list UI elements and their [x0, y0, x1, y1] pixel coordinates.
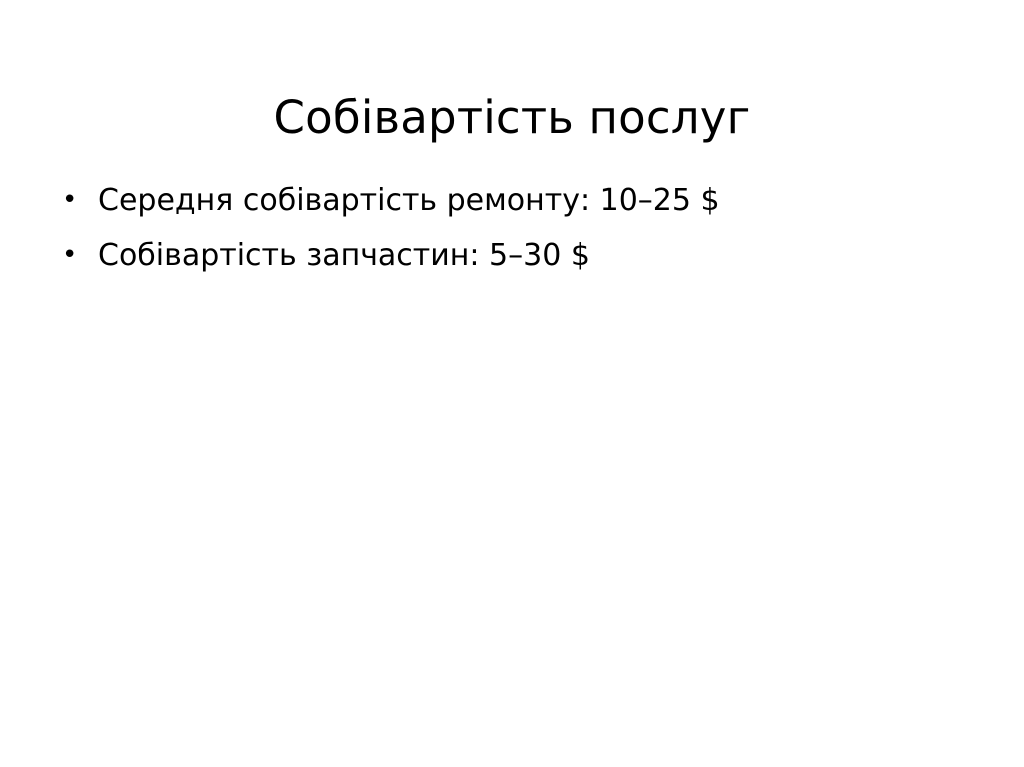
- bullet-list: [52, 183, 982, 296]
- page-title: Собівартість послуг: [273, 91, 751, 145]
- bullet-point-icon: •: [62, 185, 78, 215]
- bullet-point-icon: •: [62, 240, 78, 270]
- list-item-label: Середня собівартість ремонту: 10–25 $: [98, 183, 720, 218]
- list-item-label: Собівартість запчастин: 5–30 $: [98, 238, 590, 273]
- list-item: [52, 183, 982, 218]
- list-item: [52, 238, 982, 273]
